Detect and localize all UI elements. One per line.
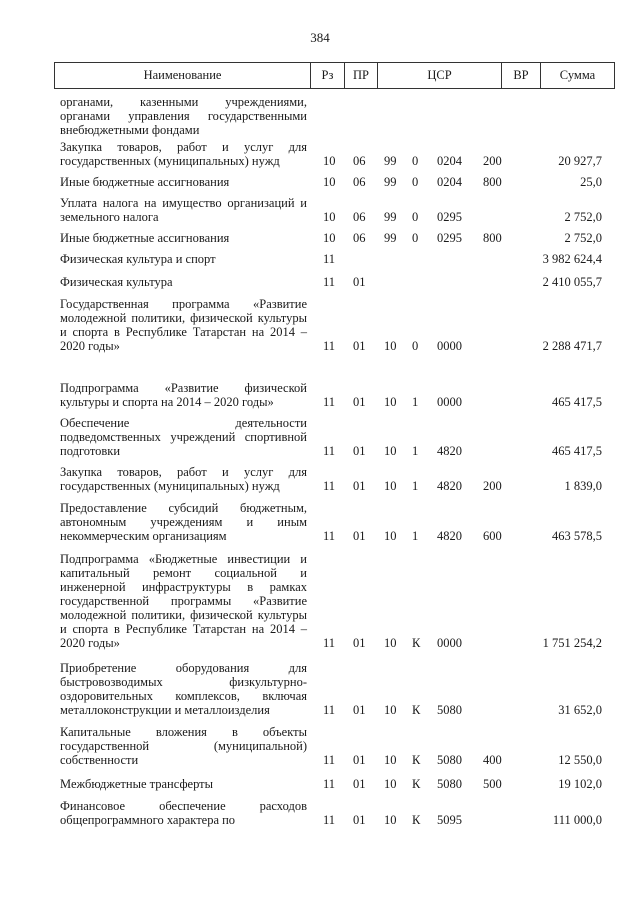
table-row: [0, 381, 640, 409]
row-c2: 1: [412, 479, 419, 493]
row-sum: 2 752,0: [564, 231, 602, 245]
row-c3: 4820: [437, 529, 462, 543]
table-row: [0, 275, 640, 289]
row-c3: 0204: [437, 154, 462, 168]
table-row: [0, 297, 640, 353]
row-c2: К: [412, 813, 421, 827]
row-c3: 5080: [437, 753, 462, 767]
row-c2: 0: [412, 339, 419, 353]
row-vr: 800: [483, 175, 502, 189]
row-c3: 4820: [437, 479, 462, 493]
row-c2: 0: [412, 231, 419, 245]
row-vr: 200: [483, 479, 502, 493]
row-name: Иные бюджетные ассигнования: [60, 175, 230, 189]
row-c1: 10: [384, 636, 397, 650]
row-rz: 11: [323, 529, 336, 543]
row-rz: 11: [323, 275, 336, 289]
row-rz: 11: [323, 339, 336, 353]
row-name: Приобретение оборудования для быстровозводимых физкультурно-оздоровительных комплексов, включая металлоконструкции и металлоизделия: [60, 661, 307, 717]
header-rz: Рз: [311, 63, 345, 88]
row-pr: 06: [353, 231, 366, 245]
row-name: Обеспечение деятельности подведомственных учреждений спортивной подготовки: [60, 416, 307, 458]
row-rz: 11: [323, 777, 336, 791]
table-row: [0, 661, 640, 717]
row-rz: 11: [323, 636, 336, 650]
row-pr: 06: [353, 210, 366, 224]
table-row: [0, 140, 640, 168]
row-vr: 500: [483, 777, 502, 791]
row-pr: 01: [353, 395, 366, 409]
row-c2: 1: [412, 529, 419, 543]
row-name: Закупка товаров, работ и услуг для государственных (муниципальных) нужд: [60, 140, 307, 168]
row-c3: 0295: [437, 231, 462, 245]
row-rz: 10: [323, 210, 336, 224]
row-c1: 99: [384, 210, 397, 224]
row-sum: 3 982 624,4: [542, 252, 602, 266]
row-c1: 10: [384, 703, 397, 717]
row-c3: 5080: [437, 777, 462, 791]
row-sum: 465 417,5: [552, 444, 602, 458]
row-name: Межбюджетные трансферты: [60, 777, 214, 791]
row-c1: 99: [384, 175, 397, 189]
table-row: [0, 465, 640, 493]
row-vr: 600: [483, 529, 502, 543]
row-c2: К: [412, 777, 421, 791]
row-c1: 10: [384, 813, 397, 827]
row-c1: 10: [384, 339, 397, 353]
row-pr: 01: [353, 275, 366, 289]
row-sum: 2 410 055,7: [542, 275, 602, 289]
table-row: [0, 552, 640, 650]
row-c1: 10: [384, 444, 397, 458]
row-vr: 200: [483, 154, 502, 168]
row-sum: 1 751 254,2: [542, 636, 602, 650]
row-sum: 31 652,0: [558, 703, 602, 717]
row-c1: 10: [384, 395, 397, 409]
row-pr: 01: [353, 813, 366, 827]
table-row: [0, 725, 640, 767]
row-name: Уплата налога на имущество организаций и земельного налога: [60, 196, 307, 224]
row-sum: 2 288 471,7: [542, 339, 602, 353]
row-rz: 10: [323, 175, 336, 189]
row-rz: 11: [323, 753, 336, 767]
row-sum: 25,0: [580, 175, 602, 189]
row-pr: 01: [353, 703, 366, 717]
row-name: Подпрограмма «Бюджетные инвестиции и капитальный ремонт социальной и инженерной инфраструктуры в рамках государственной программы «Развитие молодежной политики, физической культуры и спорта в Республике Татарстан на 2014 – 2020 годы»: [60, 552, 307, 650]
row-c3: 4820: [437, 444, 462, 458]
row-name: Финансовое обеспечение расходов общепрограммного характера по: [60, 799, 307, 827]
row-pr: 01: [353, 777, 366, 791]
page-number: 384: [310, 30, 330, 45]
row-name: Капитальные вложения в объекты государственной (муниципальной) собственности: [60, 725, 307, 767]
row-c2: К: [412, 753, 421, 767]
row-sum: 20 927,7: [558, 154, 602, 168]
row-sum: 12 550,0: [558, 753, 602, 767]
table-row: [0, 196, 640, 224]
row-c3: 0000: [437, 339, 462, 353]
row-c1: 99: [384, 154, 397, 168]
row-sum: 1 839,0: [564, 479, 602, 493]
row-rz: 11: [323, 813, 336, 827]
row-c3: 0204: [437, 175, 462, 189]
row-c2: 0: [412, 210, 419, 224]
row-rz: 11: [323, 444, 336, 458]
row-c3: 5080: [437, 703, 462, 717]
row-name: Физическая культура: [60, 275, 173, 289]
row-name: Иные бюджетные ассигнования: [60, 231, 230, 245]
table-row: [0, 799, 640, 827]
header-vr: ВР: [502, 63, 541, 88]
row-rz: 11: [323, 703, 336, 717]
row-rz: 10: [323, 154, 336, 168]
table-row: [0, 252, 640, 266]
table-header: [54, 62, 615, 89]
row-c3: 0295: [437, 210, 462, 224]
row-name: Государственная программа «Развитие молодежной политики, физической культуры и спорта в Республике Татарстан на 2014 – 2020 годы»: [60, 297, 307, 353]
row-pr: 01: [353, 753, 366, 767]
row-rz: 11: [323, 395, 336, 409]
row-c1: 10: [384, 777, 397, 791]
row-c2: К: [412, 703, 421, 717]
row-rz: 11: [323, 252, 336, 266]
table-row: [0, 777, 640, 791]
row-sum: 2 752,0: [564, 210, 602, 224]
row-pr: 01: [353, 636, 366, 650]
row-pr: 06: [353, 154, 366, 168]
table-row: [0, 501, 640, 543]
row-vr: 800: [483, 231, 502, 245]
header-pr: ПР: [345, 63, 378, 88]
row-c1: 10: [384, 479, 397, 493]
row-pr: 01: [353, 529, 366, 543]
row-c2: 1: [412, 444, 419, 458]
header-name: Наименование: [55, 63, 311, 88]
row-rz: 11: [323, 479, 336, 493]
row-c2: 0: [412, 175, 419, 189]
row-name: органами, казенными учреждениями, органами управления государственными внебюджетными фондами: [60, 95, 307, 137]
row-c3: 0000: [437, 636, 462, 650]
row-pr: 01: [353, 444, 366, 458]
row-rz: 10: [323, 231, 336, 245]
row-c2: 0: [412, 154, 419, 168]
header-sum: Сумма: [559, 68, 596, 82]
row-sum: 19 102,0: [558, 777, 602, 791]
row-c2: 1: [412, 395, 419, 409]
row-c3: 5095: [437, 813, 462, 827]
row-pr: 01: [353, 479, 366, 493]
row-c3: 0000: [437, 395, 462, 409]
row-c1: 10: [384, 753, 397, 767]
row-c1: 99: [384, 231, 397, 245]
row-c1: 10: [384, 529, 397, 543]
row-name: Подпрограмма «Развитие физической культуры и спорта на 2014 – 2020 годы»: [60, 381, 307, 409]
table-row: [0, 231, 640, 245]
row-name: Физическая культура и спорт: [60, 252, 216, 266]
row-pr: 01: [353, 339, 366, 353]
row-vr: 400: [483, 753, 502, 767]
header-csr: ЦСР: [378, 63, 502, 88]
row-pr: 06: [353, 175, 366, 189]
table-row: [0, 416, 640, 458]
row-name: Предоставление субсидий бюджетным, автономным учреждениям и иным некоммерческим организациям: [60, 501, 307, 543]
row-name: Закупка товаров, работ и услуг для государственных (муниципальных) нужд: [60, 465, 307, 493]
row-sum: 465 417,5: [552, 395, 602, 409]
row-sum: 463 578,5: [552, 529, 602, 543]
table-row: [0, 175, 640, 189]
table-row: [0, 95, 640, 137]
row-c2: К: [412, 636, 421, 650]
row-sum: 111 000,0: [552, 813, 602, 827]
